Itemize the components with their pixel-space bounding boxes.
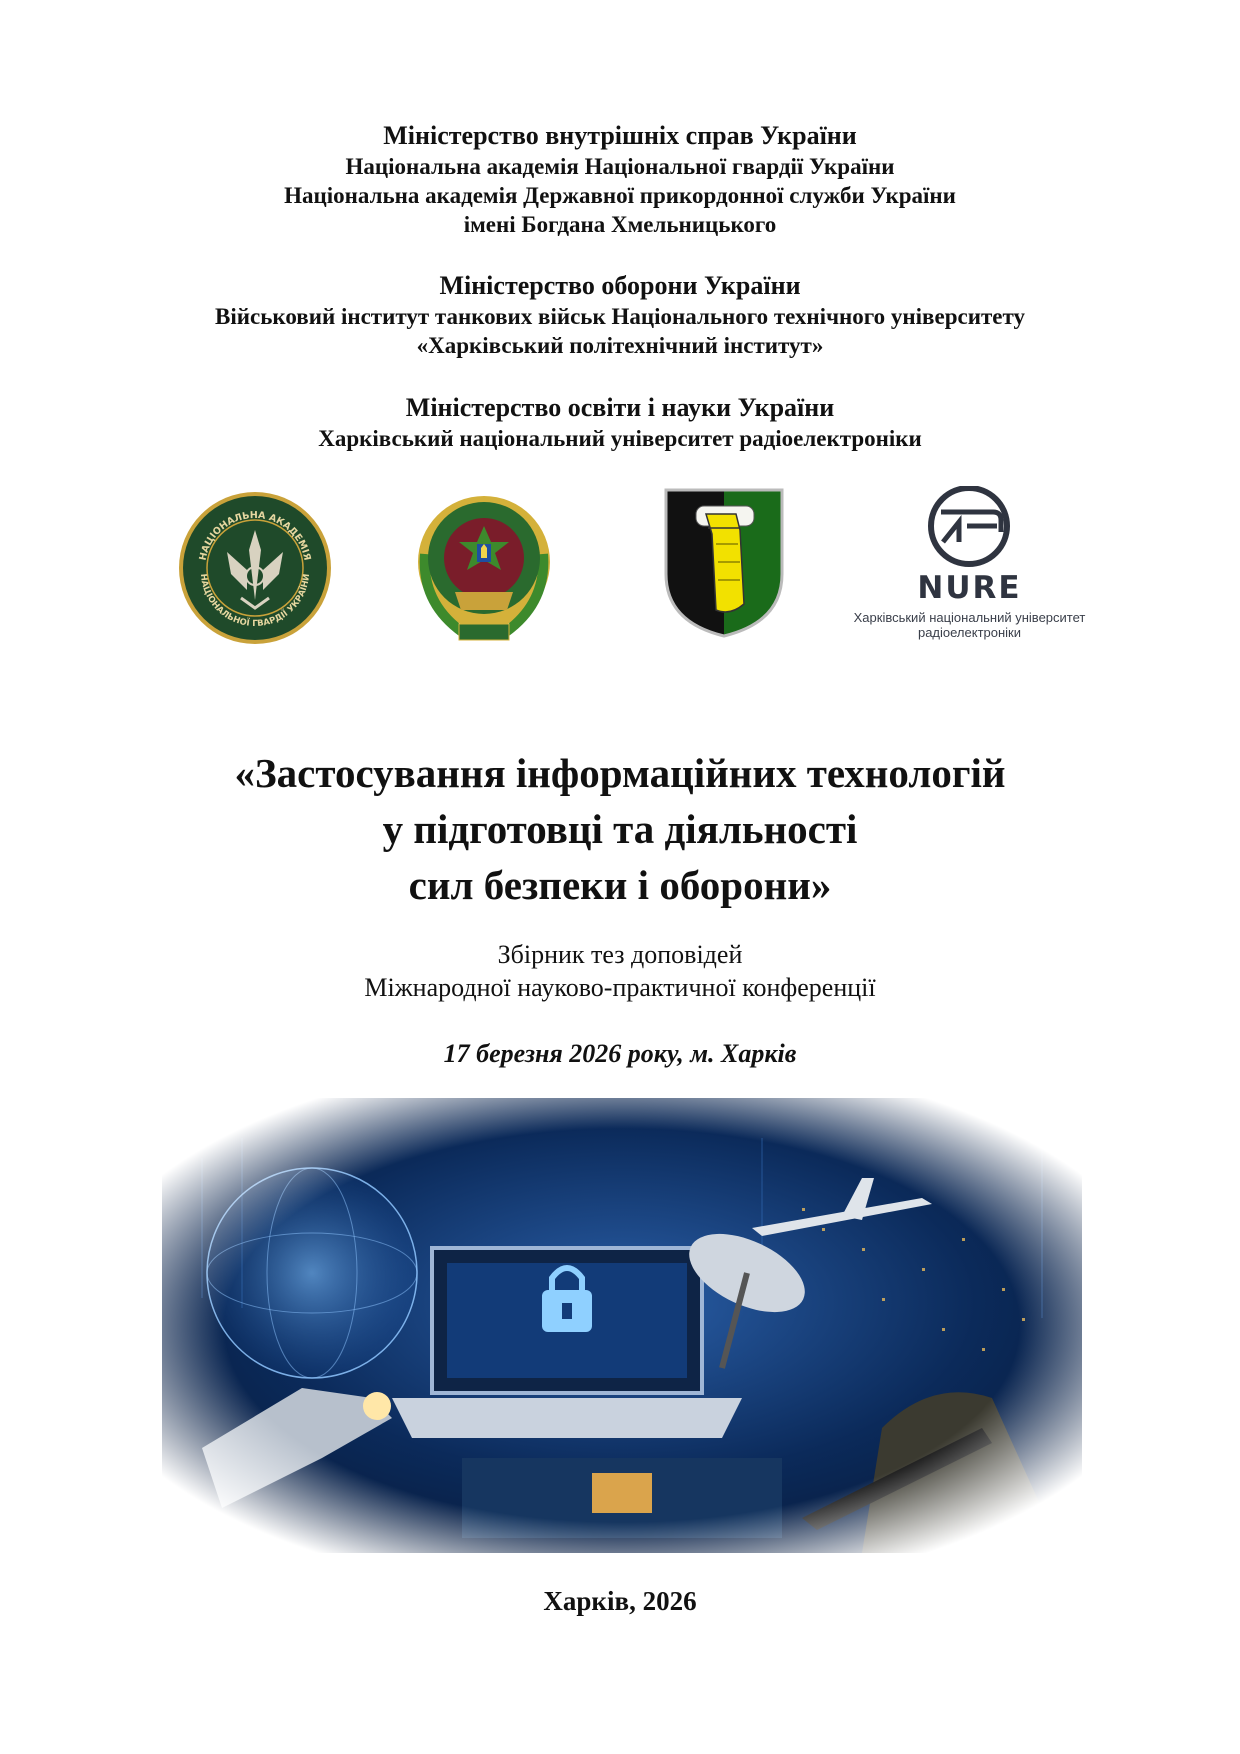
nure-wordmark: NURE xyxy=(917,570,1022,606)
org-block-internal-affairs xyxy=(0,120,1240,239)
org-block-defense xyxy=(0,270,1240,360)
org-block-education xyxy=(0,392,1240,453)
cyber-defense-illustration-icon xyxy=(162,1098,1082,1553)
title-line: у підготовці та діяльності xyxy=(382,806,858,852)
title-line: «Застосування інформаційних технологій xyxy=(234,750,1006,796)
tank-institute-shield-icon xyxy=(660,484,788,640)
title-line: сил безпеки і оборони» xyxy=(408,862,832,908)
date-place: 17 березня 2026 року, м. Харків xyxy=(443,1039,797,1068)
conference-title xyxy=(0,745,1240,913)
nure-caption-line: Харківський національний університет xyxy=(853,610,1086,625)
subtitle-line: Міжнародної науково-практичної конференції xyxy=(364,973,876,1002)
institution-name: Військовий інститут танкових військ Національного технічного університету xyxy=(215,304,1025,329)
conference-subtitle xyxy=(0,938,1240,1004)
emblem-bottom-text: НАЦІОНАЛЬНОЇ ГВАРДІЇ УКРАЇНИ xyxy=(197,573,313,630)
nure-logo-icon xyxy=(847,486,1092,644)
nure-caption-line: радіоелектроніки xyxy=(917,625,1022,640)
institution-name: імені Богдана Хмельницького xyxy=(463,212,777,237)
emblem-top-text: НАЦІОНАЛЬНА АКАДЕМІЯ xyxy=(197,509,313,562)
ministry-name: Міністерство освіти і науки України xyxy=(405,393,835,422)
institution-name: «Харківський політехнічний інститут» xyxy=(416,333,824,358)
ministry-name: Міністерство внутрішніх справ України xyxy=(383,121,857,150)
institution-name: Національна академія Національної гвардії України xyxy=(345,154,895,179)
footer-city-year: Харків, 2026 xyxy=(543,1586,697,1616)
logos-row xyxy=(0,484,1240,644)
subtitle-line: Збірник тез доповідей xyxy=(497,940,743,969)
institution-name: Харківський національний університет радіоелектроніки xyxy=(318,426,922,451)
ministry-name: Міністерство оборони України xyxy=(439,271,801,300)
institution-name: Національна академія Державної прикордонної служби України xyxy=(284,183,956,208)
national-guard-academy-emblem-icon xyxy=(177,490,333,646)
border-guard-academy-emblem-icon xyxy=(415,484,553,649)
